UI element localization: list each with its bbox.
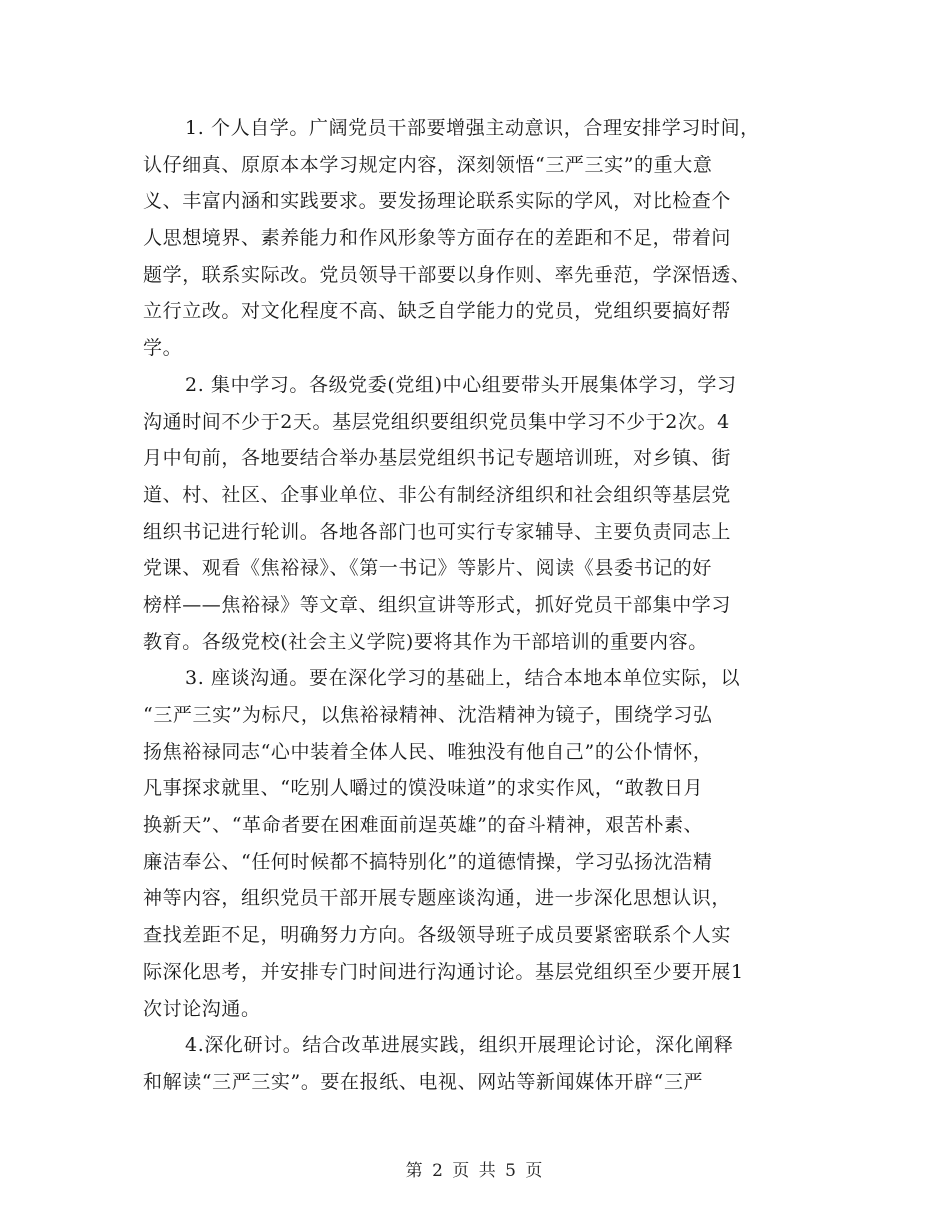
paragraph-2-line-5: 组织书记进行轮训。各地各部门也可实行专家辅导、主要负责同志上 bbox=[143, 520, 732, 543]
paragraph-3-line-2: “三严三实”为标尺，以焦裕禄精神、沈浩精神为镜子，围绕学习弘 bbox=[143, 704, 713, 726]
paragraph-2-line-7: 榜样——焦裕禄》等文章、组织宣讲等形式，抓好党员干部集中学习 bbox=[143, 593, 732, 616]
paragraph-3-line-3: 扬焦裕禄同志“心中装着全体人民、唯独没有他自己”的公仆情怀， bbox=[143, 740, 713, 763]
paragraph-1-line-5: 题学，联系实际改。党员领导干部要以身作则、率先垂范，学深悟透、 bbox=[143, 263, 751, 286]
paragraph-1-line-6: 立行立改。对文化程度不高、缺乏自学能力的党员，党组织要搞好帮 bbox=[143, 300, 732, 323]
paragraph-1-line-1: 1. 个人自学。广阔党员干部要增强主动意识，合理安排学习时间， bbox=[185, 117, 760, 139]
paragraph-2-line-3: 月中旬前，各地要结合举办基层党组织书记专题培训班，对乡镇、街 bbox=[143, 447, 732, 470]
paragraph-2-line-2: 沟通时间不少于2天。基层党组织要组织党员集中学习不少于2次。4 bbox=[143, 410, 730, 433]
paragraph-3-line-7: 神等内容，组织党员干部开展专题座谈沟通，进一步深化思想认识， bbox=[143, 887, 732, 910]
paragraph-3-line-6: 廉洁奉公、“任何时候都不搞特别化”的道德情操，学习弘扬沈浩精 bbox=[143, 850, 713, 873]
paragraph-3-line-5: 换新天”、“革命者要在困难面前逞英雄”的奋斗精神，艰苦朴素、 bbox=[143, 814, 704, 837]
paragraph-1-line-3: 义、丰富内涵和实践要求。要发扬理论联系实际的学风，对比检查个 bbox=[143, 190, 732, 213]
paragraph-1-line-7: 学。 bbox=[143, 337, 183, 360]
document-body bbox=[143, 110, 823, 1101]
paragraph-3-line-10: 次讨论沟通。 bbox=[143, 997, 261, 1020]
paragraph-3-line-9: 际深化思考，并安排专门时间进行沟通讨论。基层党组织至少要开展1 bbox=[143, 960, 744, 983]
paragraph-2-line-1: 2. 集中学习。各级党委(党组)中心组要带头开展集体学习，学习 bbox=[185, 373, 737, 396]
paragraph-4-line-2: 和解读“三严三实”。要在报纸、电视、网站等新闻媒体开辟“三严 bbox=[143, 1070, 704, 1093]
paragraph-4-line-1: 4.深化研讨。结合改革进展实践，组织开展理论讨论，深化阐释 bbox=[185, 1034, 734, 1057]
page-number-footer: 第 2 页 共 5 页 bbox=[405, 1161, 545, 1181]
paragraph-2-line-8: 教育。各级党校(社会主义学院)要将其作为干部培训的重要内容。 bbox=[143, 630, 708, 653]
paragraph-2-line-6: 党课、观看《焦裕禄》、《第一书记》等影片、阅读《县委书记的好 bbox=[143, 557, 713, 580]
paragraph-1-line-4: 人思想境界、素养能力和作风形象等方面存在的差距和不足，带着问 bbox=[143, 227, 732, 250]
paragraph-2-line-4: 道、村、社区、企事业单位、非公有制经济组织和社会组织等基层党 bbox=[143, 483, 732, 506]
paragraph-3-line-4: 凡事探求就里、“吃别人嚼过的馍没味道”的求实作风，“敢教日月 bbox=[143, 777, 704, 800]
paragraph-3-line-8: 查找差距不足，明确努力方向。各级领导班子成员要紧密联系个人实 bbox=[143, 924, 732, 947]
paragraph-1-line-2: 认仔细真、原原本本学习规定内容，深刻领悟“三严三实”的重大意 bbox=[143, 153, 713, 176]
paragraph-3-line-1: 3. 座谈沟通。要在深化学习的基础上，结合本地本单位实际，以 bbox=[185, 667, 741, 690]
